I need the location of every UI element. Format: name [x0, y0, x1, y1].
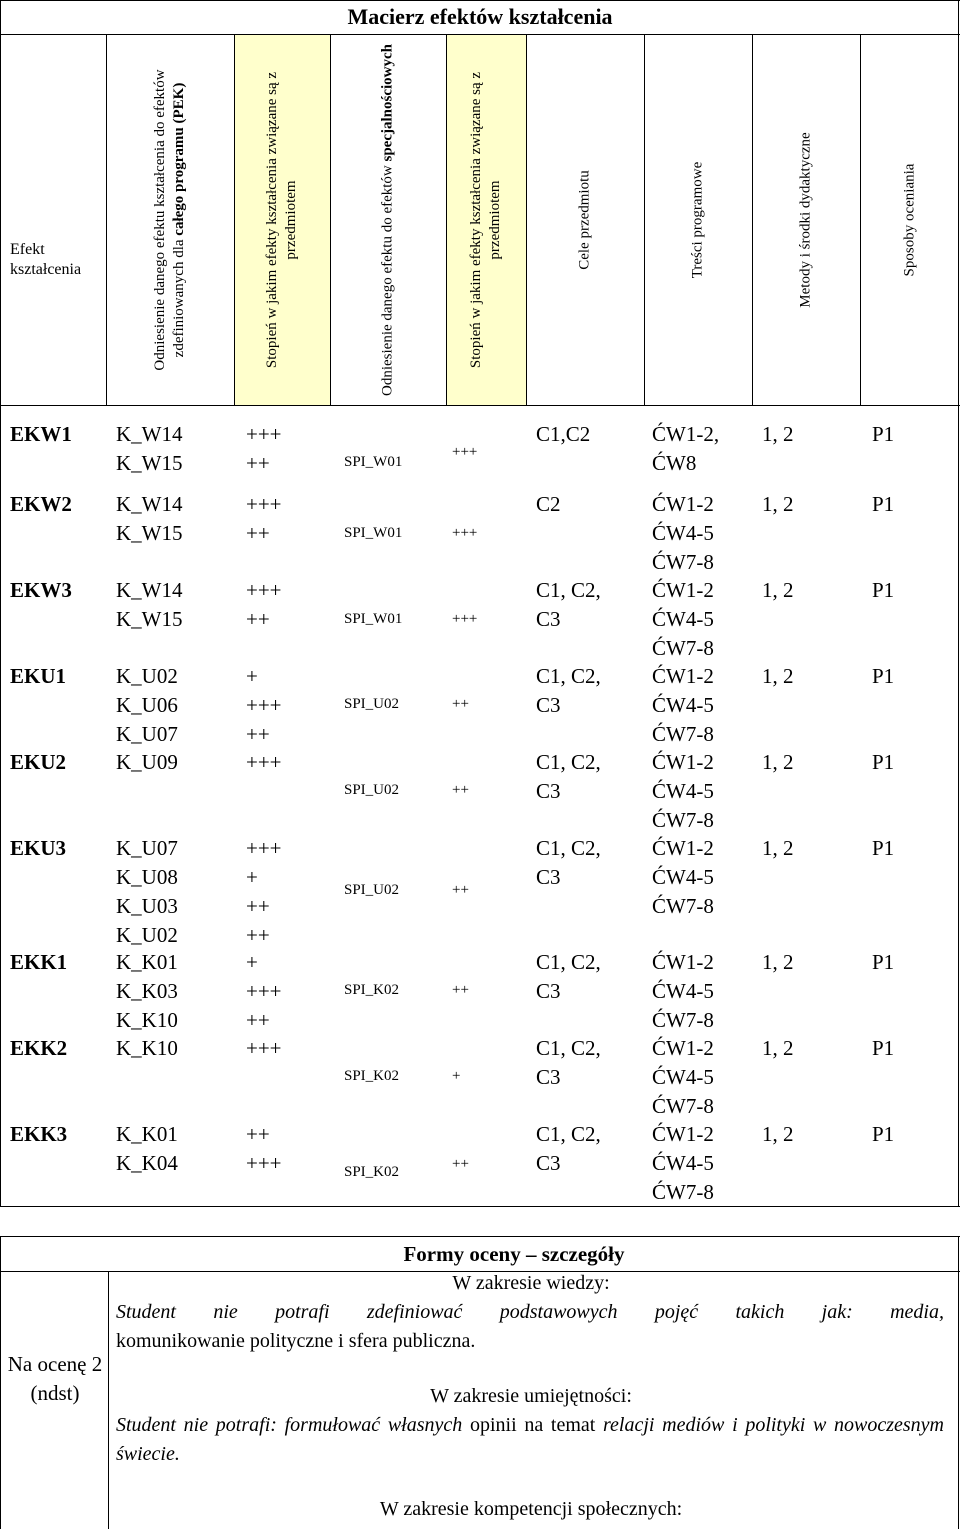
- row-spec: SPI_W01: [344, 454, 403, 470]
- row-tresci: ĆW1-2 ĆW4-5 ĆW7-8: [652, 492, 714, 574]
- row-metody: 1, 2: [762, 422, 794, 446]
- row-metody: 1, 2: [762, 750, 794, 774]
- grid-line: [752, 34, 753, 406]
- row-sposoby: P1: [872, 950, 895, 974]
- header-cele-label: Cele przedmiotu: [576, 170, 593, 270]
- assessment-details: [0, 1236, 960, 1529]
- skills-heading: W zakresie umiejętności:: [430, 1385, 632, 1407]
- row-code: EKW2: [10, 492, 72, 516]
- matrix-title: Macierz efektów kształcenia: [347, 4, 613, 29]
- row-stopien-2: ++: [452, 782, 469, 798]
- social-heading: W zakresie kompetencji społecznych:: [379, 1498, 683, 1520]
- row-spec: SPI_U02: [344, 882, 400, 898]
- row-stopien-1: +++: [246, 1036, 282, 1060]
- row-stopien-2: ++: [452, 982, 469, 998]
- grid-line: [526, 34, 527, 406]
- header-cele: [526, 35, 644, 405]
- row-cele: C1, C2, C3: [536, 1036, 601, 1089]
- row-stopien-2: +++: [452, 525, 478, 541]
- row-code: EKU2: [10, 750, 67, 774]
- row-tresci: ĆW1-2 ĆW4-5 ĆW7-8: [652, 1036, 714, 1118]
- row-sposoby: P1: [872, 492, 895, 516]
- row-pek: K_U07 K_U08 K_U03 K_U02: [116, 836, 178, 947]
- row-pek: K_U02 K_U06 K_U07: [116, 664, 178, 746]
- row-pek: K_K01 K_K04: [116, 1122, 178, 1175]
- row-metody: 1, 2: [762, 578, 794, 602]
- row-tresci: ĆW1-2, ĆW8: [652, 422, 720, 475]
- row-cele: C1, C2, C3: [536, 750, 601, 803]
- row-cele: C1, C2, C3: [536, 664, 601, 717]
- header-odniesienie-spec-label: Odniesienie danego efektu do efektów specjalnościowych: [379, 44, 396, 396]
- row-sposoby: P1: [872, 422, 895, 446]
- row-code: EKU3: [10, 836, 67, 860]
- knowledge-text-2: komunikowanie polityczne i sfera publiczna.: [116, 1330, 476, 1352]
- row-tresci: ĆW1-2 ĆW4-5 ĆW7-8: [652, 578, 714, 660]
- header-stopien-1-label: Stopień w jakim efekty kształcenia związane są z przedmiotem: [264, 71, 299, 369]
- header-metody-label: Metody i środki dydaktyczne: [797, 132, 814, 308]
- grid-line: [0, 34, 960, 35]
- row-metody: 1, 2: [762, 1036, 794, 1060]
- row-pek: K_K10: [116, 1036, 178, 1060]
- grid-line: [234, 34, 235, 406]
- row-sposoby: P1: [872, 836, 895, 860]
- row-spec: SPI_K02: [344, 982, 400, 998]
- row-pek: K_W14 K_W15: [116, 422, 183, 475]
- row-metody: 1, 2: [762, 836, 794, 860]
- row-code: EKW3: [10, 578, 72, 602]
- row-code: EKK1: [10, 950, 68, 974]
- row-spec: SPI_U02: [344, 696, 400, 712]
- row-tresci: ĆW1-2 ĆW4-5 ĆW7-8: [652, 750, 714, 832]
- row-stopien-1: +++ ++: [246, 422, 282, 475]
- row-spec: SPI_W01: [344, 525, 403, 541]
- row-pek: K_U09: [116, 750, 178, 774]
- knowledge-heading: W zakresie wiedzy:: [452, 1272, 610, 1294]
- row-code: EKW1: [10, 422, 72, 446]
- row-sposoby: P1: [872, 750, 895, 774]
- grid-line: [860, 34, 861, 406]
- row-stopien-2: ++: [452, 1156, 469, 1172]
- row-stopien-1: + +++ ++: [246, 950, 282, 1032]
- row-spec: SPI_W01: [344, 611, 403, 627]
- header-stopien-1: [234, 35, 330, 405]
- row-sposoby: P1: [872, 1122, 895, 1146]
- row-cele: C1, C2, C3: [536, 950, 601, 1003]
- row-stopien-2: ++: [452, 882, 469, 898]
- skills-text: Student nie potrafi: formułować własnych opinii na temat relacji mediów i polityki w nowoczesnym świecie.: [116, 1414, 944, 1465]
- row-metody: 1, 2: [762, 1122, 794, 1146]
- grade-label: Na ocenę 2 (ndst): [7, 1352, 103, 1405]
- row-stopien-1: +++ ++: [246, 492, 282, 545]
- row-code: EKU1: [10, 664, 67, 688]
- header-sposoby-label: Sposoby oceniania: [901, 163, 918, 277]
- row-metody: 1, 2: [762, 492, 794, 516]
- header-efekt-label: Efekt kształcenia: [10, 241, 82, 278]
- grid-line: [0, 0, 960, 1]
- row-stopien-1: +++ ++: [246, 578, 282, 631]
- row-spec: SPI_K02: [344, 1068, 400, 1084]
- row-pek: K_W14 K_W15: [116, 492, 183, 545]
- grid-line: [0, 1236, 960, 1237]
- row-pek: K_K01 K_K03 K_K10: [116, 950, 178, 1032]
- row-pek: K_W14 K_W15: [116, 578, 183, 631]
- details-title: Formy oceny – szczegóły: [403, 1242, 625, 1266]
- row-tresci: ĆW1-2 ĆW4-5 ĆW7-8: [652, 664, 714, 746]
- header-metody: [752, 35, 860, 405]
- row-cele: C1, C2, C3: [536, 578, 601, 631]
- row-cele: C2: [536, 492, 561, 516]
- row-code: EKK2: [10, 1036, 68, 1060]
- row-stopien-2: +++: [452, 444, 478, 460]
- grid-line: [644, 34, 645, 406]
- grid-line: [106, 34, 107, 406]
- knowledge-text: Student nie potrafi zdefiniować podstawowych pojęć takich jak: media,: [116, 1301, 944, 1323]
- row-stopien-2: +++: [452, 611, 478, 627]
- row-stopien-1: + +++ ++: [246, 664, 282, 746]
- grid-line: [0, 1206, 960, 1207]
- grid-line: [958, 0, 959, 1207]
- row-spec: SPI_K02: [344, 1164, 400, 1180]
- row-cele: C1,C2: [536, 422, 591, 446]
- grid-line: [0, 405, 960, 406]
- row-metody: 1, 2: [762, 664, 794, 688]
- header-tresci-label: Treści programowe: [689, 161, 706, 279]
- grid-line: [0, 0, 1, 1207]
- grid-line: [958, 1236, 959, 1529]
- row-stopien-1: ++ +++: [246, 1122, 282, 1175]
- row-tresci: ĆW1-2 ĆW4-5 ĆW7-8: [652, 950, 714, 1032]
- row-sposoby: P1: [872, 664, 895, 688]
- header-stopien-2-label: Stopień w jakim efekty kształcenia związane są z przedmiotem: [468, 71, 503, 369]
- header-odniesienie-pek-label: Odniesienie danego efektu kształcenia do efektów zdefiniowanych dla całego programu (PEK): [152, 69, 187, 371]
- header-stopien-2: [446, 35, 526, 405]
- row-stopien-2: ++: [452, 696, 469, 712]
- header-odniesienie-spec: [330, 35, 446, 405]
- row-code: EKK3: [10, 1122, 68, 1146]
- header-tresci: [644, 35, 752, 405]
- row-stopien-1: +++ + ++ ++: [246, 836, 282, 947]
- grid-line: [330, 34, 331, 406]
- row-stopien-1: +++: [246, 750, 282, 774]
- row-sposoby: P1: [872, 578, 895, 602]
- row-cele: C1, C2, C3: [536, 1122, 601, 1175]
- grid-line: [446, 34, 447, 406]
- row-tresci: ĆW1-2 ĆW4-5 ĆW7-8: [652, 836, 714, 918]
- row-spec: SPI_U02: [344, 782, 400, 798]
- row-tresci: ĆW1-2 ĆW4-5 ĆW7-8: [652, 1122, 714, 1204]
- header-efekt: [0, 35, 106, 405]
- row-metody: 1, 2: [762, 950, 794, 974]
- header-sposoby: [860, 35, 960, 405]
- header-odniesienie-pek: [106, 35, 234, 405]
- row-sposoby: P1: [872, 1036, 895, 1060]
- row-stopien-2: +: [452, 1068, 461, 1084]
- row-cele: C1, C2, C3: [536, 836, 601, 889]
